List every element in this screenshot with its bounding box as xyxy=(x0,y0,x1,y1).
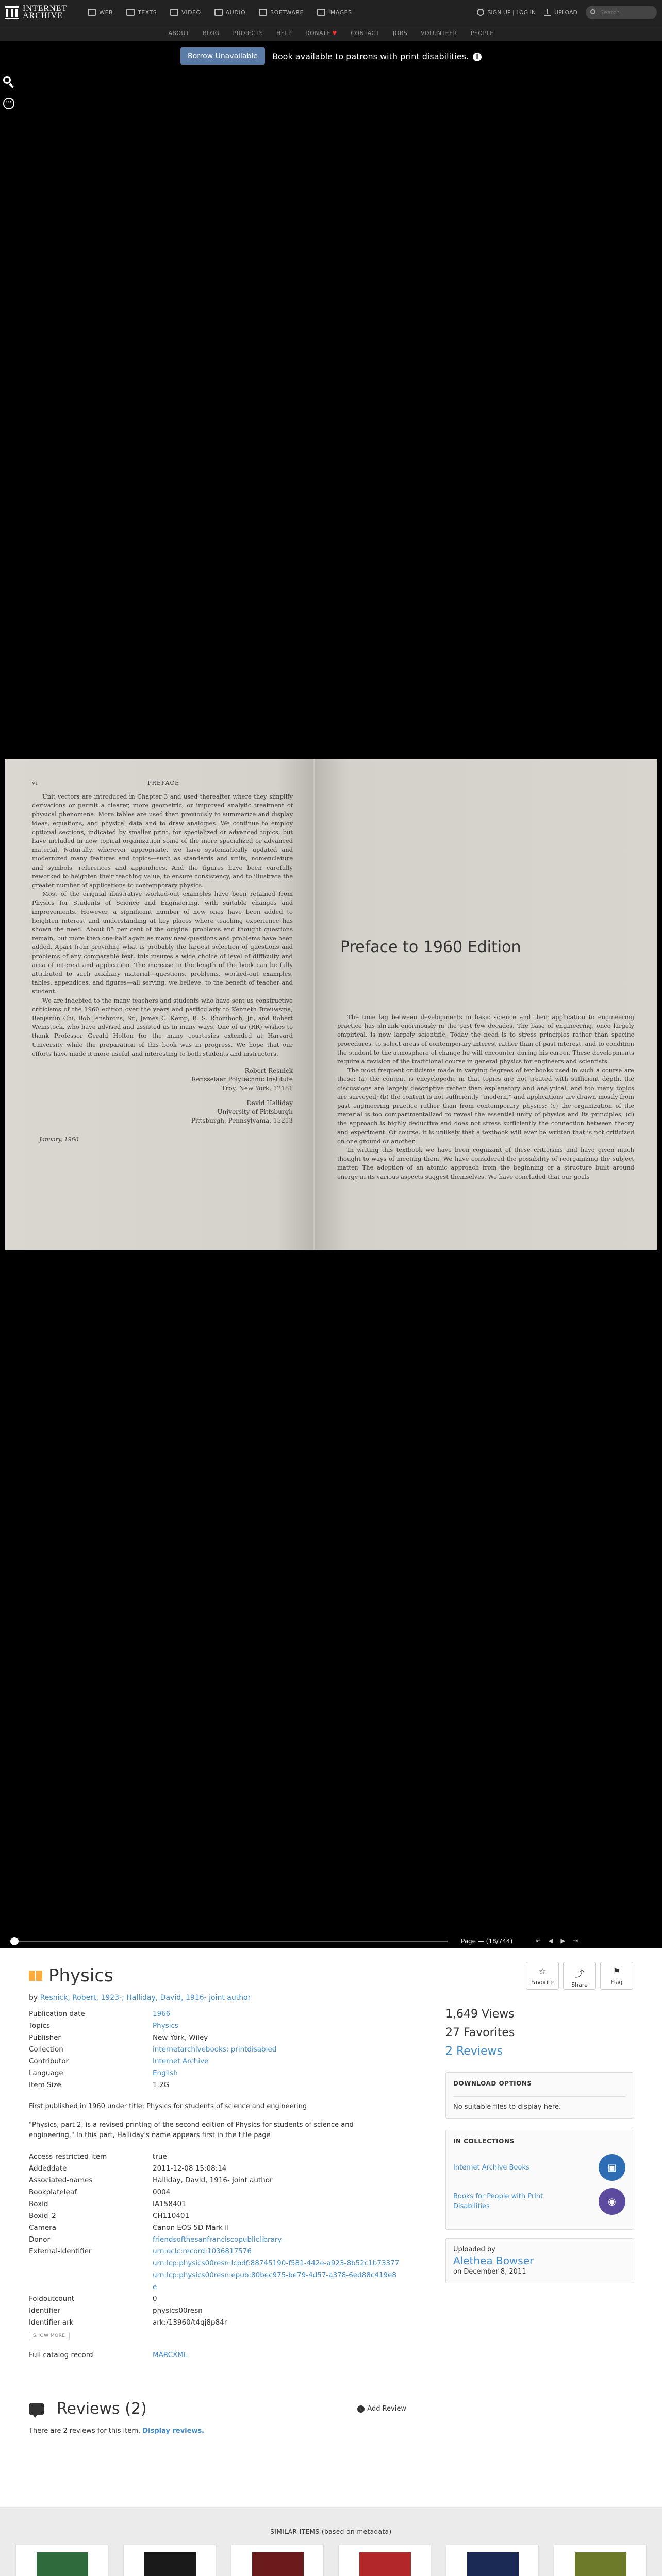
uploader-link[interactable]: Alethea Bowser xyxy=(453,2255,534,2267)
meta-value: true xyxy=(153,2153,167,2161)
meta-row: Boxid_2 CH110401 xyxy=(29,2210,400,2222)
ext-id-link[interactable]: urn:lcp:physics00resn:epub:80bec975-be79-4d57-a378-6ed88c419e8e xyxy=(153,2271,396,2291)
texts-book-icon xyxy=(29,1971,42,1981)
collections-heading: IN COLLECTIONS xyxy=(453,2138,515,2145)
upload-link[interactable]: UPLOAD xyxy=(544,9,577,16)
favorites-count: 27 Favorites xyxy=(445,2026,515,2039)
meta-value: 1.2G xyxy=(153,2081,169,2089)
borrow-button[interactable]: Borrow Unavailable xyxy=(180,47,265,65)
collection-thumb-icon: ◉ xyxy=(599,2188,625,2215)
subnav-people[interactable]: PEOPLE xyxy=(470,30,494,37)
meta-value: Halliday, David, 1916- joint author xyxy=(153,2176,273,2184)
marcxml-link[interactable]: MARCXML xyxy=(153,2351,188,2359)
meta-row: Item Size 1.2G xyxy=(29,2079,400,2091)
ext-id-link[interactable]: urn:lcp:physics00resn:lcpdf:88745190-f581-442e-a923-8b52c1b73377 xyxy=(153,2259,400,2267)
meta-row: Contributor Internet Archive xyxy=(29,2056,400,2067)
meta-value: 0004 xyxy=(153,2188,171,2196)
flag-button[interactable]: ⚑ Flag xyxy=(600,1962,633,1990)
similar-items xyxy=(0,2507,662,2576)
preface-title: Preface to 1960 Edition xyxy=(340,938,521,956)
borrow-message: Book available to patrons with print disabilities. i xyxy=(272,52,482,61)
download-note: No suitable files to display here. xyxy=(453,2096,625,2111)
meta-value: 0 xyxy=(153,2295,157,2303)
last-page-icon[interactable]: ⇥ xyxy=(572,1937,578,1944)
meta-row xyxy=(29,2269,400,2293)
meta-value: 2011-12-08 15:08:14 xyxy=(153,2164,227,2173)
subnav-help[interactable]: HELP xyxy=(276,30,292,37)
details-inner xyxy=(29,1962,633,2359)
similar-item-card[interactable] xyxy=(123,2545,216,2576)
item-title: Physics xyxy=(48,1965,113,1986)
search-icon xyxy=(590,9,595,14)
collections-box xyxy=(445,2130,633,2230)
meta-row xyxy=(29,2258,400,2269)
reader-side-tools xyxy=(3,76,14,109)
user-nav xyxy=(477,6,657,19)
page-slider-handle[interactable] xyxy=(10,1937,19,1945)
first-page-icon[interactable]: ⇤ xyxy=(535,1937,541,1944)
similar-item-card[interactable] xyxy=(446,2545,539,2576)
page-indicator: Page — (18/744) xyxy=(461,1938,513,1945)
meta-row: Publication date 1966 xyxy=(29,2008,400,2020)
reviews-header xyxy=(29,2400,633,2418)
info-icon[interactable]: i xyxy=(473,53,482,61)
meta-row: Access-restricted-item true xyxy=(29,2151,400,2163)
page-slider-track[interactable] xyxy=(14,1941,448,1942)
signature-block: Robert Resnick Rensselaer Polytechnic Institute Troy, New York, 12181 David Halliday University of Pittsburgh Pittsburgh, Pennsylvania, 15213 xyxy=(191,1067,293,1125)
reviews-link[interactable]: 2 Reviews xyxy=(445,2045,503,2058)
upload-icon xyxy=(544,9,551,16)
download-heading: DOWNLOAD OPTIONS xyxy=(453,2080,532,2087)
meta-row: Donor friendsofthesanfranciscopubliclibrary xyxy=(29,2234,400,2246)
media-web[interactable]: WEB xyxy=(88,9,113,16)
left-paragraph: Unit vectors are introduced in Chapter 3 and used thereafter where they simplify derivations or permit a clearer, more geometric, or improved analytic treatment of physical phenomena. More tables are used than previously to summarize and display ideas, equations, and physical data and to draw analogies. We continue to employ optional sections, indicated by smaller print, for specialized or advanced topics, but have included in new topical organization some of the more specialized or advanced material. Naturally, wherever appropriate, we have systematically updated and modernized many features and topics—such as standards and units, nomenclature and symbols, references and appendices. And the figures have been carefully reworked to heighten their teaching value, to ensure consistency, and to illustrate the greater number of applications to contemporary physics. xyxy=(32,793,293,889)
meta-value: physics00resn xyxy=(153,2307,203,2315)
meta-value[interactable]: urn:oclc:record:1036817576 xyxy=(153,2247,252,2256)
right-paragraph: The time lag between developments in basic science and their application to engineering practice has shrunk enormously in the past few decades. The base of engineering, once largely empirical, is now largely scientific. Today the need is to stress principles rather than specific procedures, to select areas of contemporary interest rather than of past interest, and to condition the student to the atmosphere of change he will encounter during his career. These developments require a revision of the traditional course in general physics for engineers and scientists. xyxy=(337,1013,634,1065)
meta-row: Bookplateleaf 0004 xyxy=(29,2187,400,2198)
meta-row: Topics Physics xyxy=(29,2020,400,2032)
reviews-note: There are 2 reviews for this item. Display reviews. xyxy=(29,2427,205,2435)
meta-value[interactable]: 1966 xyxy=(153,2010,171,2018)
collection-item[interactable]: Books for People with Print Disabilities ◉ xyxy=(453,2188,625,2215)
download-options xyxy=(445,2072,633,2119)
meta-value[interactable]: internetarchivebooks; printdisabled xyxy=(153,2045,277,2054)
heart-icon: ♥ xyxy=(332,30,338,37)
meta-row: Foldoutcount 0 xyxy=(29,2293,400,2305)
images-icon xyxy=(317,9,325,16)
book-spread xyxy=(5,759,657,1250)
web-icon xyxy=(88,9,96,16)
author-link[interactable]: Resnick, Robert, 1923-; Halliday, David, 1916- joint author xyxy=(40,1994,251,2002)
meta-row: Boxid IA158401 xyxy=(29,2198,400,2210)
action-buttons xyxy=(522,1962,633,1990)
subnav-projects[interactable]: PROJECTS xyxy=(233,30,263,37)
collection-item[interactable]: Internet Archive Books ▣ xyxy=(453,2154,625,2181)
ia-logo[interactable] xyxy=(5,5,67,20)
star-icon: ☆ xyxy=(538,1967,547,1977)
description: First published in 1960 under title: Physics for students of science and engineering "Physics, part 2, is a revised printing of the second edition of Physics for students of science and engineering." In this part, Halliday's name appears first in the title page xyxy=(29,2103,354,2139)
reviews-section xyxy=(29,2400,633,2435)
subnav-contact[interactable]: CONTACT xyxy=(351,30,379,37)
signup-login-link[interactable]: SIGN UP | LOG IN xyxy=(477,9,536,16)
similar-item-cover xyxy=(37,2552,88,2576)
meta-row: Identifier-ark ark:/13960/t4qj8p84r xyxy=(29,2317,400,2329)
similar-item-cover xyxy=(144,2552,196,2576)
meta-value[interactable]: English xyxy=(153,2069,178,2077)
book-page-left[interactable] xyxy=(5,759,313,1250)
similar-item-cover xyxy=(252,2552,304,2576)
reviews-title: Reviews (2) xyxy=(57,2400,147,2418)
similar-item-cover xyxy=(467,2552,519,2576)
similar-item-card[interactable] xyxy=(15,2545,108,2576)
display-reviews-link[interactable]: Display reviews. xyxy=(142,2427,205,2435)
meta-row: Publisher New York, Wiley xyxy=(29,2032,400,2044)
search-wrap xyxy=(586,6,657,19)
ia-logo-text: INTERNET ARCHIVE xyxy=(23,4,68,20)
views-count: 1,649 Views xyxy=(445,2008,515,2021)
speech-bubble-icon xyxy=(29,2403,44,2415)
subnav-jobs[interactable]: JOBS xyxy=(392,30,408,37)
show-more-button[interactable]: SHOW MORE xyxy=(29,2332,70,2340)
prev-page-icon[interactable]: ◀ xyxy=(548,1937,553,1944)
ia-logo-icon xyxy=(5,6,19,19)
meta-row: Full catalog record MARCXML xyxy=(29,2349,400,2361)
borrow-bar xyxy=(0,41,662,71)
audio-icon xyxy=(214,9,223,16)
book-page-right[interactable] xyxy=(315,759,657,1250)
search-input[interactable] xyxy=(586,6,657,19)
meta-row: Camera Canon EOS 5D Mark II xyxy=(29,2222,400,2234)
similar-item-cover xyxy=(359,2552,411,2576)
right-paragraph: The most frequent criticisms made in varying degrees of textbooks used in such a course are these: (a) the content is encyclopedic in that topics are not treated with sufficient depth, the discussions are largely descriptive rather than explanatory and analytical, and too many topics are surveyed; (b) the content is not sufficiently “modern,” and applications are drawn mostly from past engineering practice rather than from contemporary physics; (c) the organization of the material is too compartmentalized to reveal the essential unity of physics and its principles; (d) the approach is highly deductive and does not stress sufficiently the connection between theory and experiment. Of course, it is unlikely that a textbook will ever be written that is not criticized on one ground or another. xyxy=(337,1066,634,1145)
reader-more-icon[interactable]: ··· xyxy=(3,98,14,109)
subnav-blog[interactable]: BLOG xyxy=(203,30,220,37)
plus-icon: + xyxy=(357,2405,365,2413)
signature-date: January, 1966 xyxy=(39,1136,79,1143)
byline: by Resnick, Robert, 1923-; Halliday, David, 1916- joint author xyxy=(29,1994,251,2002)
media-video[interactable]: VIDEO xyxy=(170,9,201,16)
meta-value: CH110401 xyxy=(153,2212,190,2220)
meta-value: ark:/13960/t4qj8p84r xyxy=(153,2318,227,2327)
media-texts[interactable]: TEXTS xyxy=(126,9,157,16)
similar-row xyxy=(15,2545,647,2576)
media-nav xyxy=(88,9,365,16)
left-paragraph: We are indebted to the many teachers and students who have sent us constructive criticisms of the 1960 edition over the years and particularly to Kenneth Breuwsma, Benjamin Chi, Bob Jenshrons, Sr., James C. Kemp, R. S. Rhomboch, Jr., and Robert Weinstock, who have advised and assisted us in many ways. One of us (RR) wishes to thank Professor Gerald Holton for the many courtesies extended at Harvard University while the preparation of this book was in progress. We hope that our efforts have made it more useful and interesting to both students and instructors. xyxy=(32,996,293,1057)
meta-row: Collection internetarchivebooks; printdisabled xyxy=(29,2044,400,2056)
video-icon xyxy=(170,9,178,16)
meta-value[interactable]: Physics xyxy=(153,2022,178,2030)
flag-icon: ⚑ xyxy=(613,1967,621,1977)
similar-item-card[interactable] xyxy=(338,2545,431,2576)
similar-heading: SIMILAR ITEMS (based on metadata) xyxy=(270,2528,392,2535)
similar-item-card[interactable] xyxy=(231,2545,324,2576)
meta-value[interactable]: Internet Archive xyxy=(153,2057,209,2065)
favorite-button[interactable]: ☆ Favorite xyxy=(526,1962,559,1990)
add-review-button[interactable]: + Add Review xyxy=(357,2405,406,2413)
left-paragraph: Most of the original illustrative worked-out examples have been retained from Physics for Students of Science and Engineering, with suitable changes and improvements. However, a significant number of new ones have been added to heighten interest and understanding at key places where teaching experience has shown the need. About 85 per cent of the original problems and thought questions remain, but more than one-half again as many new questions and problems have been added. Apart from providing what is probably the largest selection of questions and problems of any comparable text, this insures a wide choice of level of difficulty and area of interest and application. The increase in the length of the book can be fully attributed to such auxiliary material—questions, problems, worked-out examples, tables, appendices, and figures—all serving, we believe, to the benefit of teacher and student. xyxy=(32,890,293,995)
meta-value[interactable]: friendsofthesanfranciscopubliclibrary xyxy=(153,2235,282,2244)
meta-value: New York, Wiley xyxy=(153,2033,208,2042)
reader-search-icon[interactable] xyxy=(3,76,14,88)
next-page-icon[interactable]: ▶ xyxy=(560,1937,566,1944)
uploader-box: Uploaded by Alethea Bowser on December 8, 2011 xyxy=(445,2238,633,2283)
meta-row: Language English xyxy=(29,2067,400,2079)
page-slider-bar xyxy=(0,1934,662,1948)
title-row xyxy=(29,1962,633,1990)
top-nav xyxy=(0,0,662,25)
subnav-about[interactable]: ABOUT xyxy=(168,30,190,37)
left-page-header: vi PREFACE xyxy=(32,779,179,786)
right-paragraph: In writing this textbook we have been cognizant of these criticisms and have given much thought to ways of meeting them. We have considered the possibility of reorganizing the subject matter. The adoption of an atomic approach from the beginning or a structure built around energy in its various aspects suggest themselves. We have concluded that our goals xyxy=(337,1146,634,1180)
meta-value: Canon EOS 5D Mark II xyxy=(153,2224,229,2232)
meta-row: Identifier physics00resn xyxy=(29,2305,400,2317)
metadata-list xyxy=(29,2008,400,2361)
collection-thumb-icon: ▣ xyxy=(599,2154,625,2181)
item-details xyxy=(0,1948,662,2507)
meta-row: Associated-names Halliday, David, 1916- joint author xyxy=(29,2175,400,2187)
media-software[interactable]: SOFTWARE xyxy=(259,9,304,16)
item-sidebar xyxy=(445,2005,633,2283)
similar-item-cover xyxy=(575,2552,626,2576)
meta-row: Addeddate 2011-12-08 15:08:14 xyxy=(29,2163,400,2175)
share-button[interactable]: ⤴ Share xyxy=(563,1962,596,1990)
software-icon xyxy=(259,9,267,16)
user-icon xyxy=(477,9,484,16)
sub-nav xyxy=(0,25,662,41)
subnav-donate[interactable]: DONATE ♥ xyxy=(305,30,338,37)
page-controls xyxy=(532,1937,582,1944)
media-images[interactable]: IMAGES xyxy=(317,9,352,16)
share-icon: ⤴ xyxy=(575,1969,584,1979)
similar-item-card[interactable] xyxy=(554,2545,647,2576)
subnav-volunteer[interactable]: VOLUNTEER xyxy=(421,30,457,37)
meta-row: External-identifier urn:oclc:record:1036817576 xyxy=(29,2246,400,2258)
media-audio[interactable]: AUDIO xyxy=(214,9,245,16)
meta-value: IA158401 xyxy=(153,2200,186,2208)
texts-icon xyxy=(126,9,135,16)
